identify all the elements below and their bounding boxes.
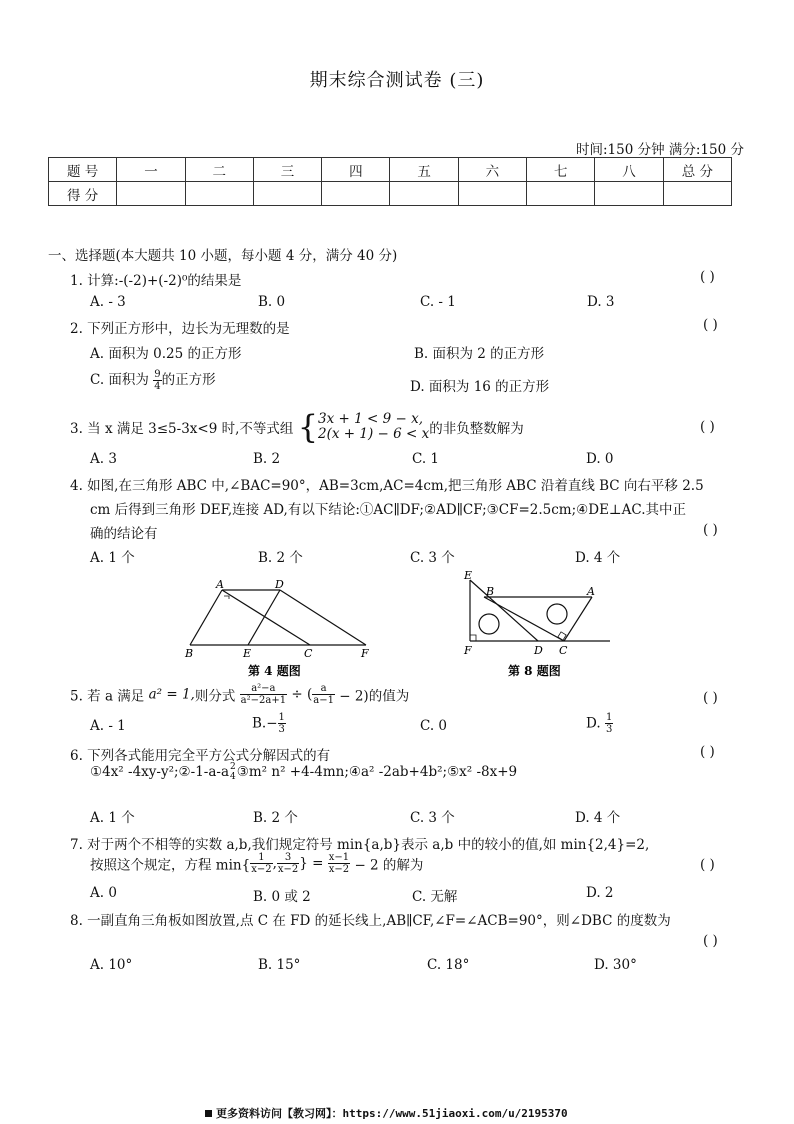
- q3-stem: [70, 408, 524, 446]
- fraction: $\frac{x-1}{x-2}$: [328, 852, 350, 875]
- q6-option-b[interactable]: B. 2 个: [253, 810, 298, 826]
- q8-stem: 8. 一副直角三角板如图放置,点 C 在 FD 的延长线上,AB∥CF,∠F=∠ACB=90°，则∠DBC 的度数为: [70, 913, 671, 929]
- q2-option-b[interactable]: B. 面积为 2 的正方形: [414, 346, 545, 362]
- q2-option-c[interactable]: [90, 368, 216, 392]
- score-input-cell[interactable]: [527, 182, 595, 206]
- q8-option-d[interactable]: D. 30°: [594, 957, 637, 973]
- fraction: $\frac{3}{x-2}$: [277, 852, 299, 875]
- score-input-cell[interactable]: [458, 182, 526, 206]
- q6-items: ①4x² -4xy-y²;②-1-a-a 2 4 ③m² n² +4-4mn;④a² -2ab+4b²;⑤x² -8x+9: [90, 762, 518, 782]
- fraction: $\frac{1}{3}$: [278, 712, 285, 735]
- fraction: $\frac{1}{3}$: [605, 712, 613, 735]
- figure-q8-caption: 第 8 题图: [508, 664, 561, 678]
- label-c: C: [304, 647, 313, 660]
- q5-stem: 5. 若 a 满足 a² = 1,则分式 $\frac{\text{a²−a}}{\text{a²−2a+1}}$ ÷ ( $\frac{a}{a-1}$ − 2)的值为: [70, 683, 410, 706]
- figure-q4-caption: 第 4 题图: [248, 664, 301, 678]
- q3-option-a[interactable]: A. 3: [90, 451, 117, 467]
- score-table-score-row: [49, 182, 732, 206]
- score-table-header-row: [49, 158, 732, 182]
- q2-option-d[interactable]: D. 面积为 16 的正方形: [410, 379, 550, 395]
- q7-option-a[interactable]: A. 0: [90, 885, 117, 901]
- score-cell: 一: [117, 158, 185, 182]
- q5-option-d[interactable]: D. $\frac{1}{3}$: [586, 712, 613, 735]
- q1-option-c[interactable]: C. - 1: [420, 294, 456, 310]
- q3-option-c[interactable]: C. 1: [412, 451, 440, 467]
- section-heading: 一、选择题(本大题共 10 小题，每小题 4 分，满分 40 分): [48, 248, 398, 264]
- q4-stem-line1: 4. 如图,在三角形 ABC 中,∠BAC=90°，AB=3cm,AC=4cm,把三角形 ABC 沿着直线 BC 向右平移 2.5: [70, 478, 704, 494]
- q7-stem-line1: 7. 对于两个不相等的实数 a,b,我们规定符号 min{a,b}表示 a,b 中的较小的值,如 min{2,4}=2,: [70, 837, 650, 853]
- q3-option-d[interactable]: D. 0: [586, 451, 614, 467]
- q3-stem-pre: 3. 当 x 满足 3≤5-3x<9 时,不等式组: [70, 421, 298, 437]
- q3-stem-post: 的非负整数解为: [429, 421, 524, 437]
- score-table: [48, 157, 732, 206]
- q6-option-d[interactable]: D. 4 个: [575, 810, 621, 826]
- score-cell: 题 号: [49, 158, 117, 182]
- q4-answer-paren[interactable]: ( ): [703, 522, 718, 538]
- q8-option-c[interactable]: C. 18°: [427, 957, 470, 973]
- score-input-cell[interactable]: [322, 182, 390, 206]
- q5-option-b[interactable]: B.− $\frac{1}{3}$: [252, 712, 285, 735]
- q8-option-b[interactable]: B. 15°: [258, 957, 301, 973]
- q7-answer-paren[interactable]: ( ): [700, 857, 715, 873]
- q2-stem: 2. 下列正方形中，边长为无理数的是: [70, 321, 290, 337]
- label-e: E: [243, 647, 252, 660]
- q7-option-b[interactable]: B. 0 或 2: [253, 889, 311, 905]
- q1-option-a[interactable]: A. - 3: [90, 294, 126, 310]
- inequality-system: 3x + 1 < 9 − x, 2(x + 1) − 6 < x: [318, 411, 430, 442]
- label-c: C: [559, 644, 568, 657]
- q5-option-a[interactable]: A. - 1: [90, 718, 126, 734]
- q2-option-c-pre: C. 面积为: [90, 372, 154, 388]
- score-input-cell[interactable]: [185, 182, 253, 206]
- score-cell: 五: [390, 158, 458, 182]
- q7-option-d[interactable]: D. 2: [586, 885, 614, 901]
- score-cell: 四: [322, 158, 390, 182]
- label-e: E: [464, 569, 473, 582]
- label-a: A: [587, 585, 595, 598]
- q5-option-c[interactable]: C. 0: [420, 718, 448, 734]
- page-title: 期末综合测试卷 (三): [309, 70, 485, 91]
- label-b: B: [486, 585, 495, 598]
- q1-option-d[interactable]: D. 3: [587, 294, 615, 310]
- label-d: D: [275, 578, 284, 591]
- score-input-cell[interactable]: [663, 182, 731, 206]
- q4-stem-line2: cm 后得到三角形 DEF,连接 AD,有以下结论:①AC∥DF;②AD∥CF;③CF=2.5cm;④DE⊥AC.其中正: [90, 502, 687, 518]
- q4-option-c[interactable]: C. 3 个: [410, 550, 455, 566]
- q6-stem: 6. 下列各式能用完全平方公式分解因式的有: [70, 748, 331, 764]
- q6-option-a[interactable]: A. 1 个: [90, 810, 135, 826]
- fraction: $\frac{\text{a²−a}}{\text{a²−2a+1}}$: [240, 683, 287, 706]
- score-input-cell[interactable]: [253, 182, 321, 206]
- score-cell: 八: [595, 158, 663, 182]
- score-cell: 二: [185, 158, 253, 182]
- q3-option-b[interactable]: B. 2: [253, 451, 281, 467]
- score-input-cell[interactable]: [390, 182, 458, 206]
- q8-answer-paren[interactable]: ( ): [703, 933, 718, 949]
- figure-q4: [180, 575, 380, 680]
- q2-answer-paren[interactable]: ( ): [703, 317, 718, 333]
- q4-option-a[interactable]: A. 1 个: [90, 550, 135, 566]
- q7-stem-line2: 按照这个规定，方程 min{ $\frac{1}{x-2}$ , $\frac{3}{x-2}$ } = $\frac{x-1}{x-2}$ − 2 的解为: [90, 852, 424, 875]
- q4-option-b[interactable]: B. 2 个: [258, 550, 303, 566]
- q1-stem: 1. 计算:-(-2)+(-2)⁰的结果是: [70, 273, 242, 289]
- footer-link[interactable]: 更多资料访问【教习网】：https://www.51jiaoxi.com/u/2195370: [205, 1105, 568, 1121]
- fraction: 2 4: [230, 762, 236, 782]
- score-cell: 六: [458, 158, 526, 182]
- q7-option-c[interactable]: C. 无解: [412, 889, 458, 905]
- score-input-cell[interactable]: [595, 182, 663, 206]
- q2-option-c-post: 的正方形: [161, 372, 216, 388]
- q3-answer-paren[interactable]: ( ): [700, 419, 715, 435]
- label-f: F: [464, 644, 472, 657]
- fraction: $\frac{9}{4}$: [154, 369, 161, 392]
- label-d: D: [534, 644, 543, 657]
- fraction: $\frac{a}{a-1}$: [313, 683, 334, 706]
- q4-option-d[interactable]: D. 4 个: [575, 550, 621, 566]
- score-label-cell: 得 分: [49, 182, 117, 206]
- q1-answer-paren[interactable]: ( ): [700, 269, 715, 285]
- q6-option-c[interactable]: C. 3 个: [410, 810, 455, 826]
- label-f: F: [361, 647, 369, 660]
- q2-option-a[interactable]: A. 面积为 0.25 的正方形: [90, 346, 242, 362]
- q5-answer-paren[interactable]: ( ): [703, 690, 718, 706]
- q4-stem-line3: 确的结论有: [90, 526, 158, 542]
- time-info: 时间:150 分钟 满分:150 分: [575, 142, 744, 158]
- brace-icon: {: [297, 408, 319, 446]
- score-cell: 三: [253, 158, 321, 182]
- fraction: $\frac{1}{x-2}$: [251, 852, 272, 875]
- figure-q8: [460, 565, 620, 680]
- label-b: B: [185, 647, 194, 660]
- label-a: A: [216, 578, 224, 591]
- score-input-cell[interactable]: [117, 182, 185, 206]
- q1-option-b[interactable]: B. 0: [258, 294, 286, 310]
- score-cell: 总 分: [663, 158, 731, 182]
- flag-icon: [205, 1110, 212, 1117]
- q6-answer-paren[interactable]: ( ): [700, 744, 715, 760]
- q8-option-a[interactable]: A. 10°: [90, 957, 133, 973]
- score-cell: 七: [527, 158, 595, 182]
